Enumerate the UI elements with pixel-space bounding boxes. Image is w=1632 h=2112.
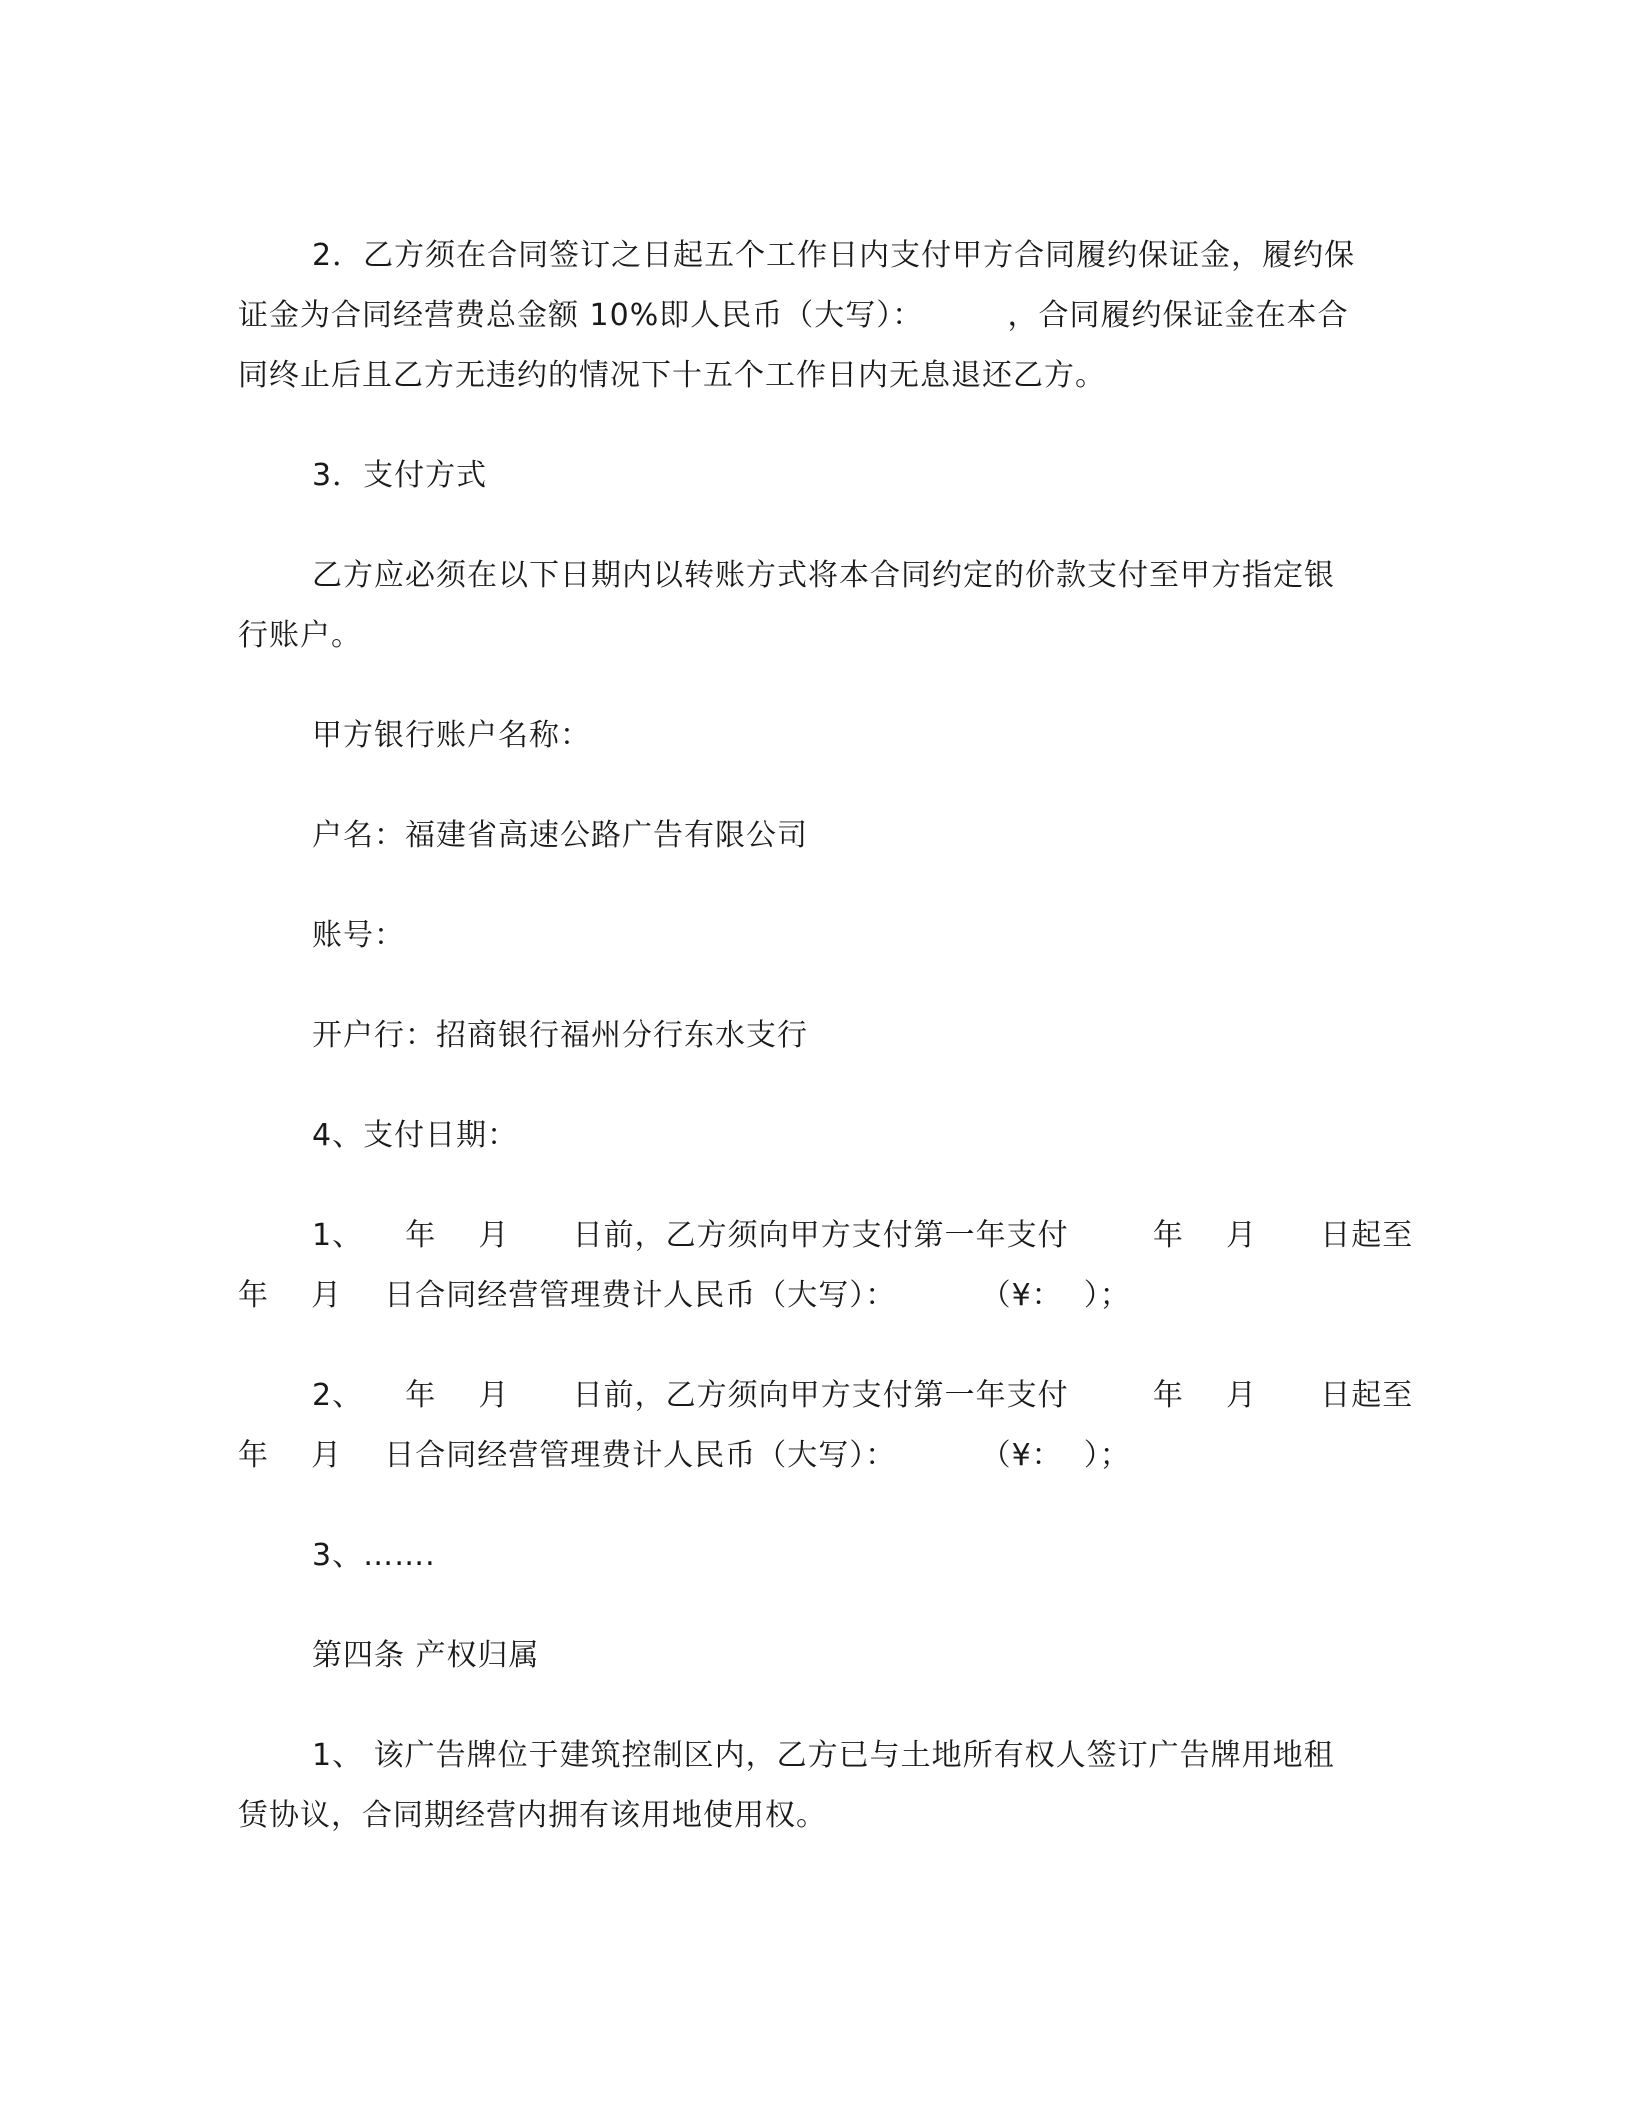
clause-2-line-1: 2．乙方须在合同签订之日起五个工作日内支付甲方合同履约保证金，履约保 [312, 238, 1356, 273]
bank-account-label: 甲方银行账户名称： [312, 718, 591, 753]
payment-item-2-line-2: 年 月 日合同经营管理费计人民币（大写）： （¥： ）； [238, 1438, 1131, 1473]
clause-2-line-3: 同终止后且乙方无违约的情况下十五个工作日内无息退还乙方。 [238, 358, 1106, 393]
bank-branch: 开户行：招商银行福州分行东水支行 [312, 1018, 808, 1053]
account-number: 账号： [312, 918, 405, 953]
article-4-item-1-line-2: 赁协议，合同期经营内拥有该用地使用权。 [238, 1798, 827, 1833]
payment-item-2-line-1: 2、 年 月 日前，乙方须向甲方支付第一年支付 年 月 日起至 [312, 1378, 1414, 1413]
article-4-title: 第四条 产权归属 [312, 1638, 540, 1673]
article-4-item-1-line-1: 1、 该广告牌位于建筑控制区内，乙方已与土地所有权人签订广告牌用地租 [312, 1738, 1335, 1773]
payment-method-heading: 3．支付方式 [312, 458, 488, 493]
payment-item-1-line-2: 年 月 日合同经营管理费计人民币（大写）： （¥： ）； [238, 1278, 1131, 1313]
clause-2-line-2: 证金为合同经营费总金额 10%即人民币（大写）： ，合同履约保证金在本合 [238, 298, 1349, 333]
payment-date-heading: 4、支付日期： [312, 1118, 519, 1153]
payment-item-1-line-1: 1、 年 月 日前，乙方须向甲方支付第一年支付 年 月 日起至 [312, 1218, 1414, 1253]
payment-method-line-2: 行账户。 [238, 618, 362, 653]
account-name: 户名：福建省高速公路广告有限公司 [312, 818, 808, 853]
payment-item-3: 3、……. [312, 1538, 436, 1573]
payment-method-line-1: 乙方应必须在以下日期内以转账方式将本合同约定的价款支付至甲方指定银 [312, 558, 1335, 593]
